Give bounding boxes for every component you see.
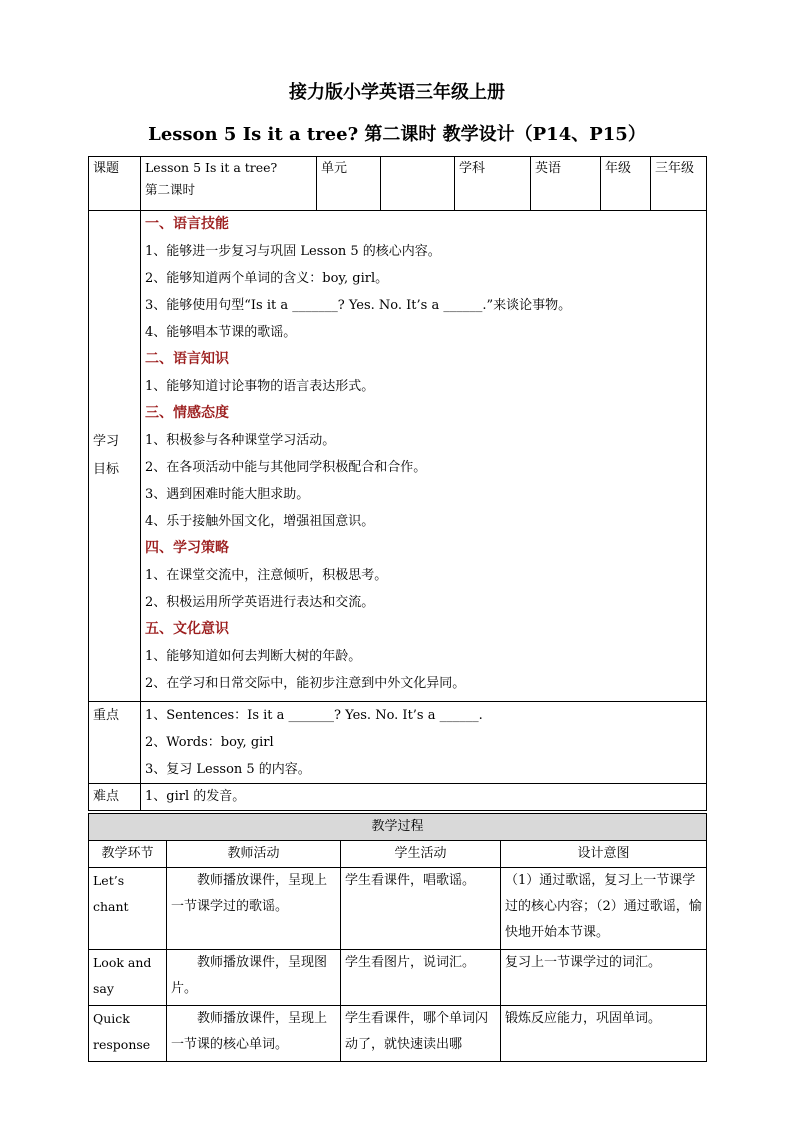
column-header-teacher: 教师活动	[167, 841, 341, 868]
goal-item: 1、能够知道如何去判断大树的年龄。	[145, 649, 362, 664]
student-cell: 学生看课件，哪个单词闪动了，就快速读出哪	[341, 1006, 501, 1062]
table-row	[89, 1006, 707, 1062]
stage-cell: Quick response	[89, 1006, 167, 1062]
key-points-row	[89, 702, 707, 784]
goal-item: 2、积极运用所学英语进行表达和交流。	[145, 595, 375, 610]
grade-value: 三年级	[651, 157, 707, 211]
goals-label-line-2: 目标	[93, 462, 120, 477]
topic-value-line-1: Lesson 5 Is it a tree?	[145, 160, 278, 175]
process-columns-row	[89, 841, 707, 868]
stage-cell: Let’s chant	[89, 868, 167, 950]
topic-label: 课题	[89, 157, 141, 211]
difficulty-label: 难点	[89, 784, 141, 811]
goal-item: 3、遇到困难时能大胆求助。	[145, 487, 310, 502]
unit-value	[381, 157, 455, 211]
intent-cell: 复习上一节课学过的词汇。	[501, 950, 707, 1006]
intent-cell: 锻炼反应能力，巩固单词。	[501, 1006, 707, 1062]
goal-section-1-heading: 一、语言技能	[145, 216, 229, 232]
goals-label-line-1: 学习	[93, 434, 120, 449]
goal-item: 1、能够知道讨论事物的语言表达形式。	[145, 379, 375, 394]
teaching-process-table	[88, 813, 707, 1062]
teacher-cell: 教师播放课件，呈现上一节课学过的歌谣。	[167, 868, 341, 950]
goal-item: 4、能够唱本节课的歌谣。	[145, 325, 297, 340]
document-subtitle: Lesson 5 Is it a tree? 第二课时 教学设计（P14、P15）	[148, 124, 646, 145]
goal-item: 2、在学习和日常交际中，能初步注意到中外文化异同。	[145, 676, 466, 691]
student-cell: 学生看课件，唱歌谣。	[341, 868, 501, 950]
topic-row	[89, 157, 707, 211]
table-row	[89, 950, 707, 1006]
goal-item: 1、能够进一步复习与巩固 Lesson 5 的核心内容。	[145, 244, 441, 259]
process-header: 教学过程	[89, 814, 707, 841]
goals-content	[141, 211, 707, 702]
topic-value	[141, 157, 317, 211]
goal-section-2-heading: 二、语言知识	[145, 351, 229, 367]
document-title: 接力版小学英语三年级上册	[289, 82, 505, 103]
goals-label	[89, 211, 141, 702]
difficulty-content	[141, 784, 707, 811]
teacher-cell: 教师播放课件，呈现上一节课的核心单词。	[167, 1006, 341, 1062]
difficulty-item: 1、girl 的发音。	[145, 789, 246, 804]
student-cell: 学生看图片，说词汇。	[341, 950, 501, 1006]
stage-cell: Look and say	[89, 950, 167, 1006]
goal-item: 3、能够使用句型“Is it a _______? Yes. No. It’s a ______.”来谈论事物。	[145, 298, 572, 313]
key-point-item: 1、Sentences：Is it a _______? Yes. No. It’s a ______.	[145, 708, 483, 723]
subject-label: 学科	[455, 157, 531, 211]
goal-item: 1、积极参与各种课堂学习活动。	[145, 433, 336, 448]
intent-cell: （1）通过歌谣，复习上一节课学过的核心内容；（2）通过歌谣，愉快地开始本节课。	[501, 868, 707, 950]
lesson-info-table	[88, 156, 707, 811]
goals-row	[89, 211, 707, 702]
goal-item: 4、乐于接触外国文化，增强祖国意识。	[145, 514, 375, 529]
key-point-item: 3、复习 Lesson 5 的内容。	[145, 762, 311, 777]
goal-item: 2、能够知道两个单词的含义：boy, girl。	[145, 271, 389, 286]
table-row	[89, 868, 707, 950]
difficulty-row	[89, 784, 707, 811]
goal-section-5-heading: 五、文化意识	[145, 621, 229, 637]
column-header-stage: 教学环节	[89, 841, 167, 868]
teacher-cell: 教师播放课件，呈现图片。	[167, 950, 341, 1006]
goal-section-4-heading: 四、学习策略	[145, 540, 229, 556]
process-header-row	[89, 814, 707, 841]
grade-label: 年级	[601, 157, 651, 211]
goal-item: 2、在各项活动中能与其他同学积极配合和合作。	[145, 460, 427, 475]
column-header-student: 学生活动	[341, 841, 501, 868]
key-points-content	[141, 702, 707, 784]
goal-item: 1、在课堂交流中，注意倾听，积极思考。	[145, 568, 388, 583]
unit-label: 单元	[317, 157, 381, 211]
key-points-label: 重点	[89, 702, 141, 784]
key-point-item: 2、Words：boy, girl	[145, 735, 274, 750]
column-header-intent: 设计意图	[501, 841, 707, 868]
subject-value: 英语	[531, 157, 601, 211]
goal-section-3-heading: 三、情感态度	[145, 405, 229, 421]
topic-value-line-2: 第二课时	[145, 182, 196, 197]
